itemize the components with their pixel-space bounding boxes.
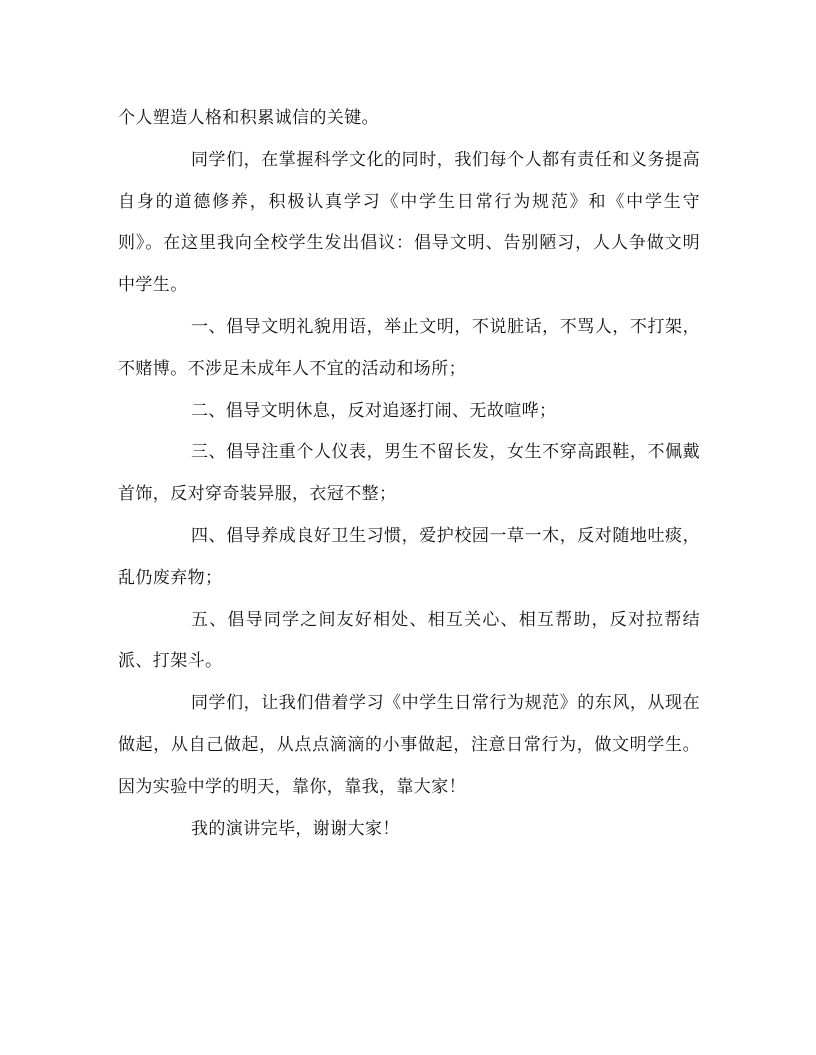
paragraph-5: 三、倡导注重个人仪表，男生不留长发，女生不穿高跟鞋，不佩戴首饰，反对穿奇装异服，衣冠不整； [118, 442, 700, 505]
paragraph-9: 我的演讲完毕，谢谢大家！ [191, 818, 400, 839]
paragraph-8: 同学们，让我们借着学习《中学生日常行为规范》的东风，从现在做起，从自己做起，从点点滴滴的小事做起，注意日常行为，做文明学生。因为实验中学的明天，靠你，靠我，靠大家！ [118, 693, 700, 797]
paragraph-3: 一、倡导文明礼貌用语，举止文明，不说脏话，不骂人，不打架，不赌博。不涉足未成年人不宜的活动和场所； [118, 316, 700, 379]
paragraph-1: 个人塑造人格和积累诚信的关键。 [118, 108, 379, 128]
paragraph-4: 二、倡导文明休息，反对追逐打闹、无故喧哗； [191, 400, 557, 421]
paragraph-7: 五、倡导同学之间友好相处、相互关心、相互帮助，反对拉帮结派、打架斗。 [118, 609, 700, 672]
document-body [118, 98, 700, 850]
paragraph-6: 四、倡导养成良好卫生习惯，爱护校园一草一木，反对随地吐痰，乱仍废弃物； [118, 525, 700, 588]
paragraph-2: 同学们，在掌握科学文化的同时，我们每个人都有责任和义务提高自身的道德修养，积极认真学习《中学生日常行为规范》和《中学生守则》。在这里我向全校学生发出倡议：倡导文明、告别陋习，人人争做文明中学生。 [118, 149, 700, 296]
